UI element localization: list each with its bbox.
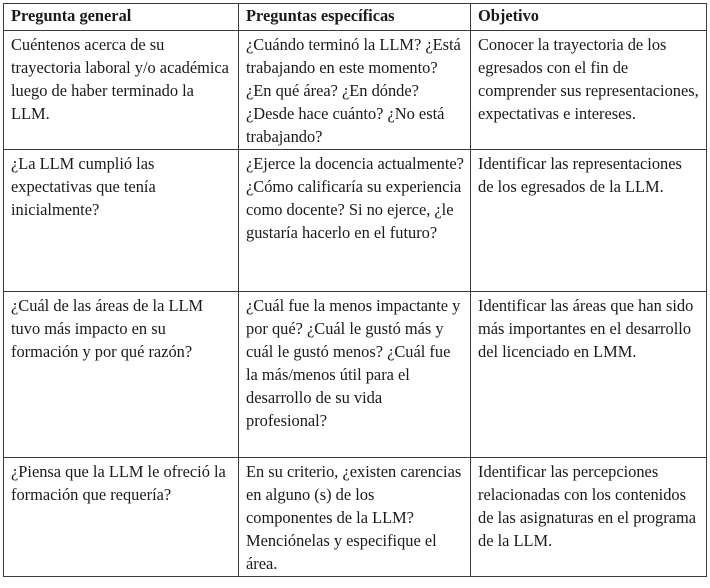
cell-objetivo: Identificar las áreas que han sido más importantes en el desarrollo del licenciado en LMM. [471,292,707,458]
header-pregunta-general: Pregunta general [4,4,239,31]
cell-objetivo: Identificar las percepciones relacionadas con los contenidos de las asignaturas en el programa de la LLM. [471,458,707,577]
cell-preguntas-especificas: ¿Cuándo terminó la LLM? ¿Está trabajando en este momento? ¿En qué área? ¿En dónde? ¿Desde hace cuánto? ¿No está trabajando? [239,31,471,150]
interview-questions-table-wrapper [3,3,706,577]
header-row [4,4,707,31]
table-row [4,150,707,292]
table-row [4,458,707,577]
table-row [4,31,707,150]
cell-pregunta-general: ¿La LLM cumplió las expectativas que tenía inicialmente? [4,150,239,292]
cell-pregunta-general: Cuéntenos acerca de su trayectoria laboral y/o académica luego de haber terminado la LLM. [4,31,239,150]
cell-preguntas-especificas: ¿Cuál fue la menos impactante y por qué? ¿Cuál le gustó más y cuál le gustó menos? ¿Cuál fue la más/menos útil para el desarrollo de su vida profesional? [239,292,471,458]
cell-preguntas-especificas: ¿Ejerce la docencia actualmente? ¿Cómo calificaría su experiencia como docente? Si no ejerce, ¿le gustaría hacerlo en el futuro? [239,150,471,292]
cell-preguntas-especificas: En su criterio, ¿existen carencias en alguno (s) de los componentes de la LLM? Menciónelas y especifique el área. [239,458,471,577]
header-objetivo: Objetivo [471,4,707,31]
cell-objetivo: Conocer la trayectoria de los egresados con el fin de comprender sus representaciones, expectativas e intereses. [471,31,707,150]
interview-questions-table [3,3,707,577]
cell-pregunta-general: ¿Piensa que la LLM le ofreció la formación que requería? [4,458,239,577]
cell-pregunta-general: ¿Cuál de las áreas de la LLM tuvo más impacto en su formación y por qué razón? [4,292,239,458]
cell-objetivo: Identificar las representaciones de los egresados de la LLM. [471,150,707,292]
table-row [4,292,707,458]
header-preguntas-especificas: Preguntas específicas [239,4,471,31]
